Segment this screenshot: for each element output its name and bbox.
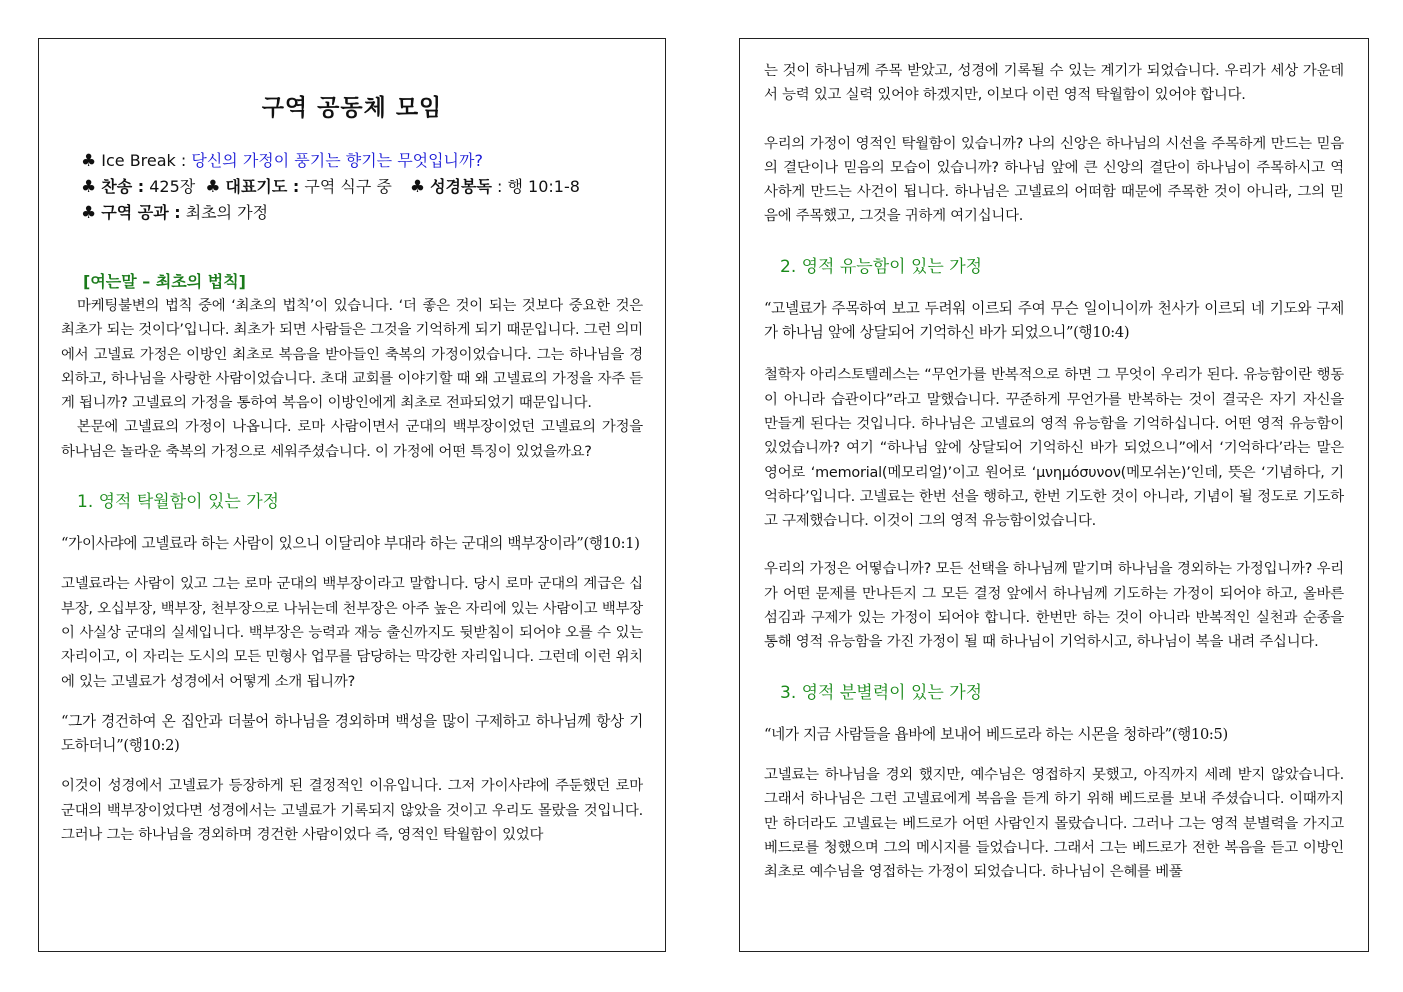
worship-order-line — [81, 174, 643, 200]
section-1-quote-1: “가이사랴에 고넬료라 하는 사람이 있으니 이달리야 부대라 하는 군대의 백부장이라”(행10:1) — [61, 535, 640, 553]
section-2-paragraph-1: 철학자 아리스토텔레스는 “무언가를 반복적으로 하면 그 무엇이 우리가 된다. 유능함이란 행동이 아니라 습관이다”라고 말했습니다. 꾸준하게 무언가를 반복하는 것이 결국은 자기 자신을 만들게 된다는 것입니다. 하나님은 고넬료의 영적 유능함을 기억하십니다. 어떤 영적 유능함이 있었습니까? 여기 “하나님 앞에 상달되어 기억하신 바가 되었으니”에서 ‘기억하다’라는 말은 영어로 ‘memorial(메모리얼)’이고 원어로 ‘μνημόσυνον(메모쉬논)’인데, 뜻은 ‘기념하다, 기억하다’입니다. 고넬료는 한번 선을 행하고, 한번 기도한 것이 아니라, 기념이 될 정도로 기도하고 구제했습니다. 이것이 그의 영적 유능함이었습니다. — [764, 367, 1344, 530]
section-1-paragraph-3: 우리의 가정이 영적인 탁월함이 있습니까? 나의 신앙은 하나님의 시선을 주목하게 만드는 믿음의 결단이나 믿음의 모습이 있습니까? 하나님 앞에 큰 신앙의 결단이 하나님이 주목하시고 역사하게 만드는 사건이 됩니다. 하나님은 고넬료의 어떠함 때문에 주목한 것이 아니라, 그의 믿음에 주목했고, 그것을 귀하게 여기십니다. — [764, 135, 1344, 225]
section-2-heading: 2. 영적 유능함이 있는 가정 — [780, 256, 983, 277]
club-icon: ♣ — [81, 177, 97, 197]
opening-heading: [여는말 – 최초의 법칙] — [83, 272, 246, 291]
section-1-paragraph-1: 고넬료라는 사람이 있고 그는 로마 군대의 백부장이라고 말합니다. 당시 로마 군대의 계급은 십부장, 오십부장, 백부장, 천부장으로 나뉘는데 천부장은 아주 높은 자리에 있는 사람이고 백부장이 사실상 군대의 실세입니다. 백부장은 능력과 재능 출신까지도 뒷받침이 되어야 오를 수 있는 자리이고, 이 자리는 도시의 모든 민형사 업무를 담당하는 막강한 자리입니다. 그런데 이런 위치에 있는 고넬료가 성경에서 어떻게 소개 됩니까? — [61, 576, 643, 690]
left-page — [38, 38, 666, 952]
icebreak-question: 당신의 가정이 풍기는 향기는 무엇입니까? — [191, 151, 483, 170]
prayer-label: 대표기도 : — [225, 177, 300, 196]
section-1-quote-2: “그가 경건하여 온 집안과 더불어 하나님을 경외하며 백성을 많이 구제하고 하나님께 항상 기도하더니”(행10:2) — [61, 712, 643, 755]
section-3-paragraph-1: 고넬료는 하나님을 경외 했지만, 예수님은 영접하지 못했고, 아직까지 세례 받지 않았습니다. 그래서 하나님은 그런 고넬료에게 복음을 듣게 하기 위해 베드로를 보내 주셨습니다. 이때까지만 하더라도 고넬료는 베드로가 어떤 사람인지 몰랐습니다. 그러나 그는 영적 분별력을 가지고 베드로를 청했으며 그의 메시지를 들었습니다. 그래서 그는 베드로가 전한 복음을 듣고 이방인 최초로 예수님을 영접하는 가정이 되었습니다. 하나님이 은혜를 베풀 — [764, 766, 1344, 881]
club-icon: ♣ — [81, 151, 97, 171]
club-icon: ♣ — [205, 177, 221, 197]
section-2-paragraph-2: 우리의 가정은 어떻습니까? 모든 선택을 하나님께 맡기며 하나님을 경외하는 가정입니까? 우리가 어떤 문제를 만나든지 그 모든 결정 앞에서 하나님께 기도하는 가정이 되어야 하고, 올바른 섬김과 구제가 있는 가정이 되어야 합니다. 한번만 하는 것이 아니라 반복적인 실천과 순종을 통해 영적 유능함을 가진 가정이 될 때 하나님이 기억하시고, 하나님이 복을 내려 주십니다. — [764, 561, 1344, 651]
section-3-quote: “네가 지금 사람들을 욥바에 보내어 베드로라 하는 시몬을 청하라”(행10:5) — [764, 725, 1228, 743]
section-2-quote: “고넬료가 주목하여 보고 두려워 이르되 주여 무슨 일이니이까 천사가 이르되 네 기도와 구제가 하나님 앞에 상달되어 기억하신 바가 되었으니”(행10:4) — [764, 299, 1344, 342]
continued-paragraph: 는 것이 하나님께 주목 받았고, 성경에 기록될 수 있는 계기가 되었습니다. 우리가 세상 가운데서 능력 있고 실력 있어야 하겠지만, 이보다 이런 영적 탁월함이 있어야 합니다. — [764, 63, 1344, 104]
opening-paragraph-2: 본문에 고넬료의 가정이 나옵니다. 로마 사람이면서 군대의 백부장이었던 고넬료의 가정을 하나님은 놀라운 축복의 가정으로 세워주셨습니다. 이 가정에 어떤 특징이 있었을까요? — [61, 419, 643, 460]
lesson-label: 구역 공과 : — [101, 203, 181, 222]
club-icon: ♣ — [409, 177, 426, 197]
reading-value: : 행 10:1-8 — [491, 177, 580, 196]
club-icon: ♣ — [81, 203, 97, 223]
page-title: 구역 공동체 모임 — [261, 95, 443, 121]
reading-label: 성경봉독 — [430, 177, 492, 196]
section-1-heading: 1. 영적 탁월함이 있는 가정 — [77, 492, 280, 513]
section-3-heading: 3. 영적 분별력이 있는 가정 — [780, 682, 983, 703]
right-page — [739, 38, 1369, 952]
hymn-label: 찬송 : — [101, 177, 145, 196]
section-1-paragraph-2: 이것이 성경에서 고넬료가 등장하게 된 결정적인 이유입니다. 그저 가이사랴에 주둔했던 로마 군대의 백부장이었다면 성경에서는 고넬료가 기록되지 않았을 것이고 우리도 몰랐을 것입니다. 그러나 그는 하나님을 경외하며 경건한 사람이었다 즉, 영적인 탁월함이 있었다 — [61, 778, 643, 844]
opening-paragraph-1: 마케팅불변의 법칙 중에 ‘최초의 법칙’이 있습니다. ‘더 좋은 것이 되는 것보다 중요한 것은 최초가 되는 것이다’입니다. 최초가 되면 사람들은 그것을 기억하게 되기 때문입니다. 그런 의미에서 고넬료 가정은 이방인 최초로 복음을 받아들인 축복의 가정이었습니다. 그는 하나님을 경외하고, 하나님을 사랑한 사람이었습니다. 초대 교회를 이야기할 때 왜 고넬료의 가정을 자주 듣게 됩니까? 고넬료의 가정을 통하여 복음이 이방인에게 최초로 전파되었기 때문입니다. — [61, 298, 643, 412]
icebreak-line: ♣ Ice Break : 당신의 가정이 풍기는 향기는 무엇입니까? — [81, 151, 483, 171]
prayer-value: 구역 식구 중 — [299, 177, 392, 196]
icebreak-label: Ice Break — [101, 151, 176, 170]
lesson-value: 최초의 가정 — [180, 203, 269, 222]
hymn-value: 425장 — [144, 177, 196, 196]
lesson-line — [81, 200, 643, 226]
